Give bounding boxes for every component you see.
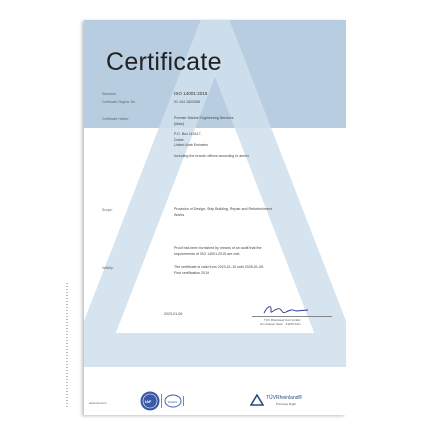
tuv-tagline: Precisely Right. bbox=[276, 402, 297, 406]
tuv-triangle-logo-icon bbox=[250, 394, 264, 406]
validity-line: First certification 2019 bbox=[174, 270, 210, 275]
scope-line: Works bbox=[174, 212, 185, 217]
standard-value: ISO 14001:2015 bbox=[174, 91, 208, 96]
proof-line: requirements of ISO 14001:2015 are met. bbox=[174, 251, 241, 256]
proof-line: Proof has been furnished by means of an audit that the bbox=[174, 246, 262, 250]
signature-icon bbox=[262, 303, 312, 317]
registration-label: Certificate Registr. No. bbox=[102, 100, 136, 104]
validity-line: The certificate is valid from 2023-01-10 until 2026-01-09. bbox=[174, 265, 265, 269]
certificate-title: Certificate bbox=[106, 48, 222, 76]
tuv-triangle-watermark bbox=[84, 20, 346, 415]
tuv-brand: TÜVRheinland® bbox=[266, 395, 303, 401]
validity-label: Validity: bbox=[102, 266, 114, 270]
registration-value: 01 104 1822558 bbox=[174, 99, 200, 104]
standard-label: Standard bbox=[102, 92, 116, 96]
iaf-logo-label: IAF bbox=[145, 399, 152, 404]
signatory-line: TÜV Rheinland Cert GmbH bbox=[264, 318, 301, 322]
holder-line: United Arab Emirates bbox=[174, 143, 208, 147]
scope-line: Provision of Design, Ship Building, Repair and Refurbishment bbox=[174, 207, 272, 211]
issue-date: 2023-01-09 bbox=[164, 312, 183, 316]
signature-line bbox=[252, 316, 332, 317]
holder-line: Dubai bbox=[174, 137, 184, 142]
holder-line: Premier Marine Engineering Services bbox=[174, 116, 234, 120]
dakks-logo-label: DAkkS bbox=[168, 399, 178, 404]
tuv-url: www.tuv.com bbox=[89, 401, 107, 405]
holder-label: Certificate Holder: bbox=[102, 117, 130, 121]
certificate-page bbox=[84, 20, 346, 415]
holder-line: (Main) bbox=[174, 121, 185, 126]
holder-line: P.O. Box 115417, bbox=[174, 132, 202, 136]
holder-line: Including the branch offices according to annex bbox=[174, 154, 250, 158]
background-edge-strip bbox=[66, 283, 68, 408]
certificate-footer bbox=[84, 380, 346, 415]
scope-label: Scope: bbox=[102, 208, 113, 212]
signatory-line: Am Grauen Stein · 51105 Köln bbox=[260, 322, 301, 326]
